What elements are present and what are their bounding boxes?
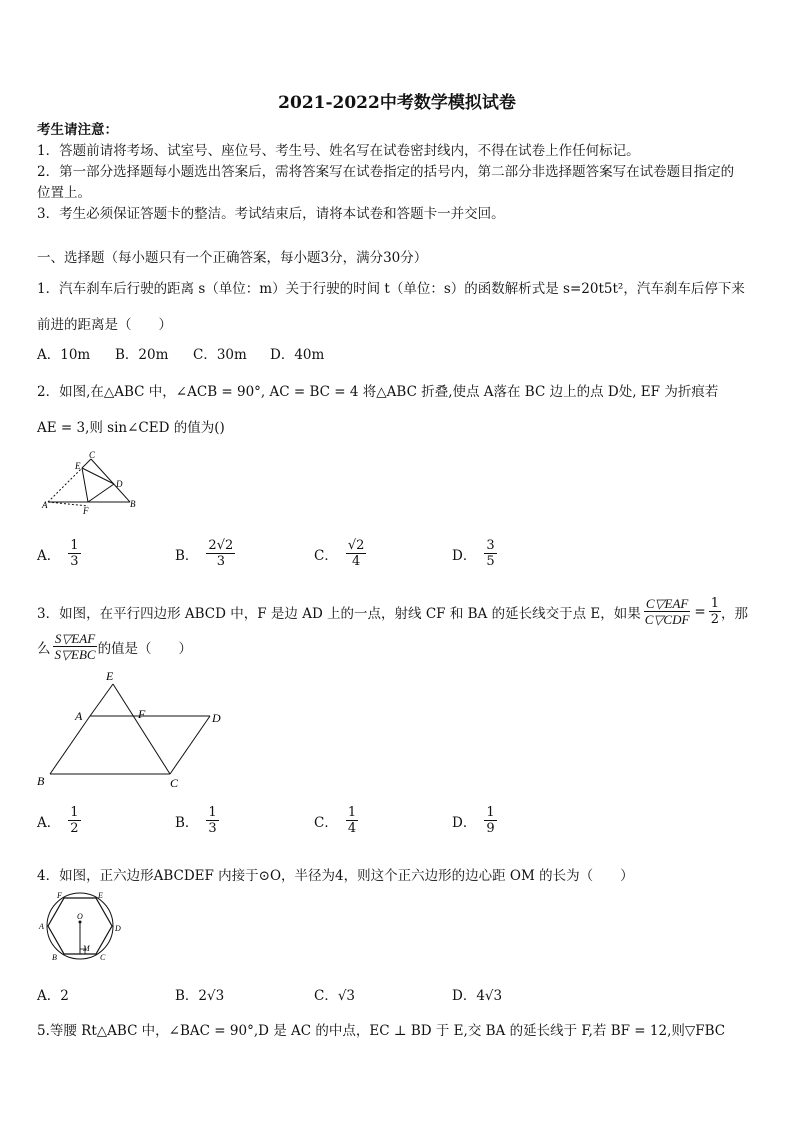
q2-label-b: B [130, 499, 136, 509]
q3-option-c: C． $\frac{1}{4}$ [314, 805, 357, 836]
q2-option-b: B． $\frac{2√2}{3}$ [175, 538, 234, 569]
q2-label-d: D [116, 479, 123, 489]
notice-item-3: 3．考生必须保证答题卡的整洁。考试结束后，请将本试卷和答题卡一并交回。 [37, 206, 505, 222]
q3-label-e: E [106, 669, 114, 683]
q4-label-o: O [77, 912, 83, 921]
q1-option-b: B．20m [115, 347, 169, 363]
q4-option-c: C．√3 [314, 988, 356, 1004]
q3-edge-ba [50, 716, 90, 774]
q1-option-c: C．30m [193, 347, 247, 363]
notice-item-2-cont: 位置上。 [37, 185, 91, 201]
q2-edge-ed [82, 468, 114, 484]
q3-label-c: C [170, 776, 179, 790]
q1-line1: 1．汽车刹车后行驶的距离 s（单位：m）关于行驶的时间 t（单位：s）的函数解析式是 s=20t5t²，汽车刹车后停下来 [37, 281, 745, 297]
q2-edge-fd [88, 484, 114, 502]
q4-label-b: B [52, 953, 57, 962]
q4-label-c: C [100, 953, 106, 962]
q4-label-e: E [98, 891, 103, 900]
q4-option-a: A．2 [37, 988, 69, 1004]
q2-fold-ef [82, 468, 88, 502]
q4-line1: 4．如图，正六边形ABCDEF 内接于⊙O，半径为4，则这个正六边形的边心距 OM 的长为（ ） [37, 868, 634, 884]
q3-line2: 么 $\frac{\text{S▽EAF}}{\text{S▽EBC}}$ 的值是（ ） [37, 631, 193, 662]
q2-edge-ec [82, 459, 91, 468]
section-heading: 一、选择题（每小题只有一个正确答案，每小题3分，满分30分） [37, 250, 428, 266]
page-title: 2021-2022中考数学模拟试卷 [278, 93, 516, 113]
q3-label-f: F [138, 707, 146, 721]
q3-label-a: A [75, 709, 83, 723]
q4-label-m: M [83, 944, 90, 953]
q3-label-d: D [212, 711, 221, 725]
q3-line1: 3．如图，在平行四边形 ABCD 中，F 是边 AD 上的一点，射线 CF 和 BA 的延长线交于点 E，如果 $\frac{\text{C▽EAF}}{\text{C▽CDF}}$ = $\frac{1}{2}$ ，那 [37, 596, 749, 627]
q1-line2: 前进的距离是（ ） [37, 317, 172, 333]
q2-triangle-figure [36, 450, 146, 516]
q2-line2: AE = 3,则 sin∠CED 的值为() [37, 420, 225, 436]
q2-label-a: A [42, 500, 48, 510]
q4-hexagon-figure [36, 888, 130, 964]
q2-edge-ae-dotted [48, 468, 82, 502]
q2-line1: 2．如图,在△ABC 中，∠ACB = 90°, AC = BC = 4 将△ABC 折叠,使点 A落在 BC 边上的点 D处, EF 为折痕若 [37, 384, 719, 400]
q3-option-a: A． $\frac{1}{2}$ [37, 805, 79, 836]
notice-heading: 考生请注意： [37, 122, 118, 138]
q2-label-c: C [89, 450, 96, 460]
q3-edge-ae [90, 684, 113, 716]
q3-label-b: B [37, 774, 45, 788]
q2-label-f: F [83, 506, 89, 516]
q5-line1: 5.等腰 Rt△ABC 中，∠BAC = 90°,D 是 AC 的中点，EC ⊥ BD 于 E,交 BA 的延长线于 F,若 BF = 12,则▽FBC [37, 1023, 726, 1039]
q3-option-d: D． $\frac{1}{9}$ [452, 805, 495, 836]
q1-option-d: D．40m [270, 347, 325, 363]
q1-option-a: A．10m [37, 347, 91, 363]
q3-parallelogram-figure [34, 668, 230, 792]
q4-option-b: B．2√3 [175, 988, 225, 1004]
q2-option-c: C． $\frac{√2}{4}$ [314, 538, 365, 569]
q2-option-d: D． $\frac{3}{5}$ [452, 538, 495, 569]
q2-option-a: A． $\frac{1}{3}$ [37, 538, 79, 569]
q3-option-b: B． $\frac{1}{3}$ [175, 805, 217, 836]
q4-option-d: D．4√3 [452, 988, 503, 1004]
notice-item-1: 1．答题前请将考场、试室号、座位号、考生号、姓名写在试卷密封线内，不得在试卷上作任何标记。 [37, 143, 640, 159]
q4-label-d: D [115, 924, 121, 933]
q4-label-f: F [57, 891, 62, 900]
q4-label-a: A [39, 922, 44, 931]
q3-edge-cd [170, 716, 210, 774]
q2-edge-af-dotted [48, 502, 88, 506]
notice-item-2: 2．第一部分选择题每小题选出答案后，需将答案写在试卷指定的括号内，第二部分非选择题答案写在试卷题目指定的 [37, 164, 735, 180]
q2-label-e: E [75, 461, 81, 471]
q3-ray-ec [113, 684, 170, 774]
